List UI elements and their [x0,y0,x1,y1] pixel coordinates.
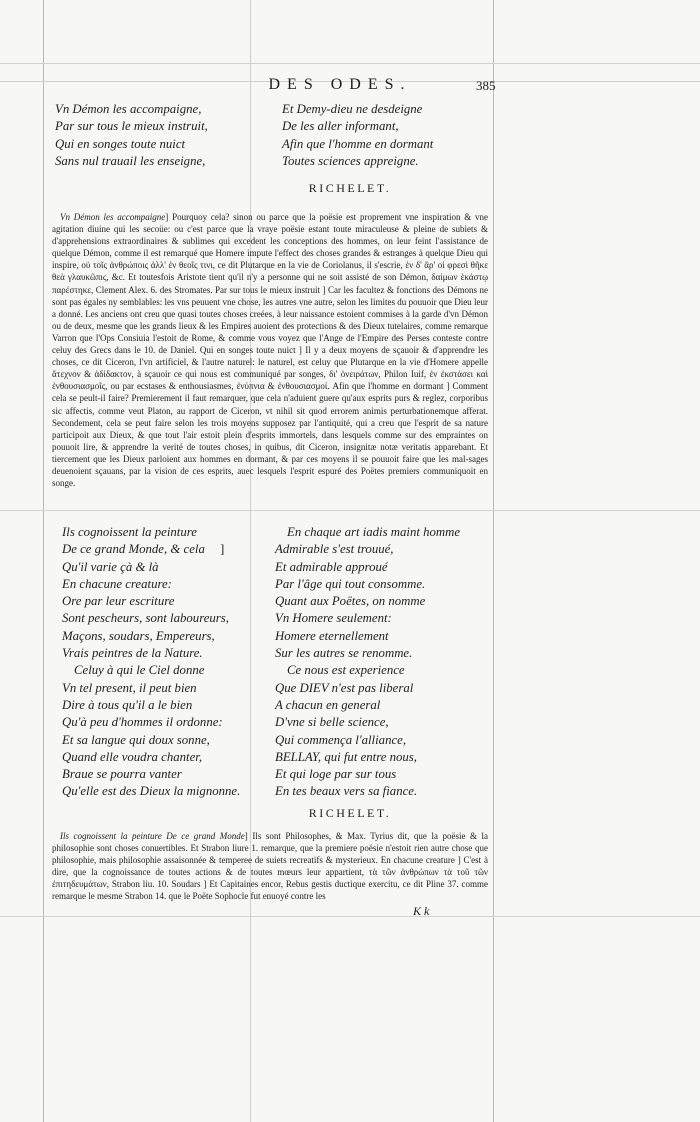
stanza1-left-column [55,101,208,170]
commentary1-title: RICHELET. [308,181,392,195]
verse-line: Par sur tous le mieux instruit, [55,119,208,134]
verse-line: D'vne si belle science, [275,715,389,730]
commentary2-lemma: Ils cognoissent la peinture De ce grand Monde [60,831,245,841]
verse-line: Ce nous est experience [287,663,405,678]
horizontal-rule-lower [0,916,700,917]
page-number: 385 [476,78,496,93]
verse-line: Qui commença l'alliance, [275,732,407,747]
signature-mark: K k [413,904,430,918]
verse-line: A chacun en general [275,697,381,712]
verse-line: Maçons, soudars, Empereurs, [62,628,215,643]
verse-line: Dire à tous qu'il a le bien [62,697,193,712]
verse-line: En chaque art iadis maint homme [287,525,461,539]
commentary1-body: ] Pourquoy cela? sinon ou parce que la poësie est proprement vne inspiration & vne agitation diuine qui les secoüe: ou c'est parce que la vraye poësie estant toute miraculeuse & pleine de subiets & d'apprehensions extraordinaires & sublimes qui excedent les conceptions des hommes, on leur feint l'assistance de quelque Démon, comme il est remarqué que Homere impute l'effect des choses grandes & estranges à quelque Dieu qui inspire, οὐ τοῖς ἀνθρώποις ἀλλ' ἐν θεοῖς τινι, ce dit Plutarque en la vie de Coriolanus, il s'escrie, ἐν δ' ἄρ' οἱ φρεσὶ θῆκε θεὰ γλαυκῶπις, &c. Et toutesfois Aristote tient qu'il n'y a personne qui ne soit assisté de son Démon, δαίμων ἑκάστῳ παρέστηκε, Clement Alex. 6. des Stromates. Par sur tous le mieux instruit ] Car les facultez & fonctions des Démons ne sont pas égales ny semblables: les vns peuuent vne chose, les autres vne autre, selon les limites du pouuoir que Dieu leur a donné. Les anciens ont creu que quasi toutes choses creées, à leur naissance estoient commises à la garde d'vn Démon ou de deux, mesme que les grands lieux & les Empires auoient des protections & des Dieux tutelaires, comme remarque Varron que l'Ops Consiuia l'estoit de Rome, & comme vous voyez que l'Ange de l'Empire des Perses conteste contre celuy des Grecs dans le 10. de Daniel. Qui en songes toute nuict ] Il y a deux moyens de sçauoir & d'apprendre les choses, ce dit Ciceron, l'vn artificiel, & l'autre naturel: le naturel, est celuy que Plutarque en la vie d'Homere appelle ἄτεχνον & ἀδίδακτον, à sçauoir ce qui nous est communiqué par songes, δι' ὀνειράτων, Philon Iuif, ἐν ἐκστάσει καὶ ἐνθουσιασμοῖς, ou par ecstases & enthousiasmes, ἐνύπνια & ἐνθουσιασμοί. Afin que l'homme en dormant ] Comment cela se peult-il faire? Premierement il faut remarquer, que cela n'aduient guere qu'aux esprits purs & reglez, corporibus sic affectis, comme veut Platon, au rapport de Ciceron, vt nihil sit quod errorem animis perturbationemque afferat. Secondement, cela se peut faire selon les trois moyens supposez par l'antiquité, qui a creu que l'esprit de sa nature participoit aux Dieux, & que tout l'air estoit plein d'esprits immortels, dans lesquels comme sur des empraintes on pouuoit lire, & apprendre la verité de toutes choses, in quibus, dit Ciceron, insignitæ notæ veritatis apparebant. Et tiercement que les Dieux parloient aux hommes en dormant, & par ces moyens il se pouuoit faire que les mal-sages deuenoient sçauans, par la vision de ces esprits, auec lesquels l'esprit espuré des Poëtes premiers communiquoit en songe. [52,212,488,489]
verse-line: Qu'à peu d'hommes il ordonne: [62,715,223,730]
verse-line: Sans nul trauail les enseigne, [55,153,206,168]
vertical-rule-left [43,0,44,1122]
verse-line: Toutes sciences appreigne. [282,153,419,168]
verse-line: Par l'âge qui tout consomme. [275,576,426,591]
verse-line: Sont pescheurs, sont laboureurs, [62,611,229,626]
verse-line: Vn tel present, il peut bien [62,680,197,695]
verse-line: Et Demy-dieu ne desdeigne [282,102,423,116]
commentary1-text [52,211,488,489]
bracket-mark: ] [220,541,225,556]
commentary1-lemma: Vn Démon les accompaigne [60,212,166,222]
verse-line: En tes beaux vers sa fiance. [275,784,418,799]
verse-line: Qu'il varie çà & là [62,559,159,574]
horizontal-rule-top [0,63,700,64]
verse-line: Vn Démon les accompaigne, [55,102,202,116]
verse-line: Sur les autres se renomme. [275,646,413,661]
verse-line: Quant aux Poëtes, on nomme [275,594,426,609]
stanza2-right-column [275,524,460,801]
verse-line: Et sa langue qui doux sonne, [62,732,210,747]
verse-line: Homere eternellement [275,628,389,643]
verse-line: Et qui loge par sur tous [275,767,397,782]
commentary2-body: ] Ils sont Philosophes, & Max. Tyrius dit, que la poësie & la philosophie sont choses conuertibles. Et Strabon liure 1. remarque, que la premiere poësie n'estoit rien autre chose que philosophie, mais philosophie assaisonnée & temperee de suiets recreatifs & mysterieux. En chacune creature ] C'est à dire, que la cognoissance de toutes actions & de toutes mœurs leur appartient, τὰ τῶν ἀνθρώπων τὰ τοῦ τῶν ἐπιτηδευμάτων, Strabon liu. 10. Soudars ] Et Capitaines encor, Rebus gestis ductique exercitu, ce dit Pline 37. comme remarque le mesme Strabon 14. que le Poëte Sophocle fut enuoyé contre les [52,831,488,902]
stanza1-right-column [282,101,433,170]
vertical-rule-center [250,0,251,1122]
commentary2-title: RICHELET. [308,806,392,820]
verse-line: BELLAY, qui fut entre nous, [275,749,417,764]
running-title: DES ODES. [268,76,412,93]
verse-line: Braue se pourra vanter [62,767,182,782]
verse-line: De ce grand Monde, & cela [62,542,205,557]
verse-line: Celuy à qui le Ciel donne [74,663,205,678]
verse-line: Ils cognoissent la peinture [62,525,197,539]
vertical-rule-right [493,0,494,1122]
verse-line: En chacune creature: [62,576,172,591]
verse-line: Qui en songes toute nuict [55,136,186,151]
verse-line: Afin que l'homme en dormant [282,136,434,151]
verse-line: De les aller informant, [282,119,399,134]
verse-line: Quand elle voudra chanter, [62,749,203,764]
verse-line: Et admirable approué [275,559,388,574]
verse-line: Admirable s'est trouué, [275,542,394,557]
stanza2-left-column [62,524,240,801]
verse-line: Vn Homere seulement: [275,611,392,626]
commentary2-text [52,830,488,903]
verse-line: Ore par leur escriture [62,594,175,609]
verse-line: Que DIEV n'est pas liberal [275,680,414,695]
verse-line: Qu'elle est des Dieux la mignonne. [62,784,241,799]
horizontal-rule-middle [0,510,700,511]
verse-line: Vrais peintres de la Nature. [62,646,203,661]
